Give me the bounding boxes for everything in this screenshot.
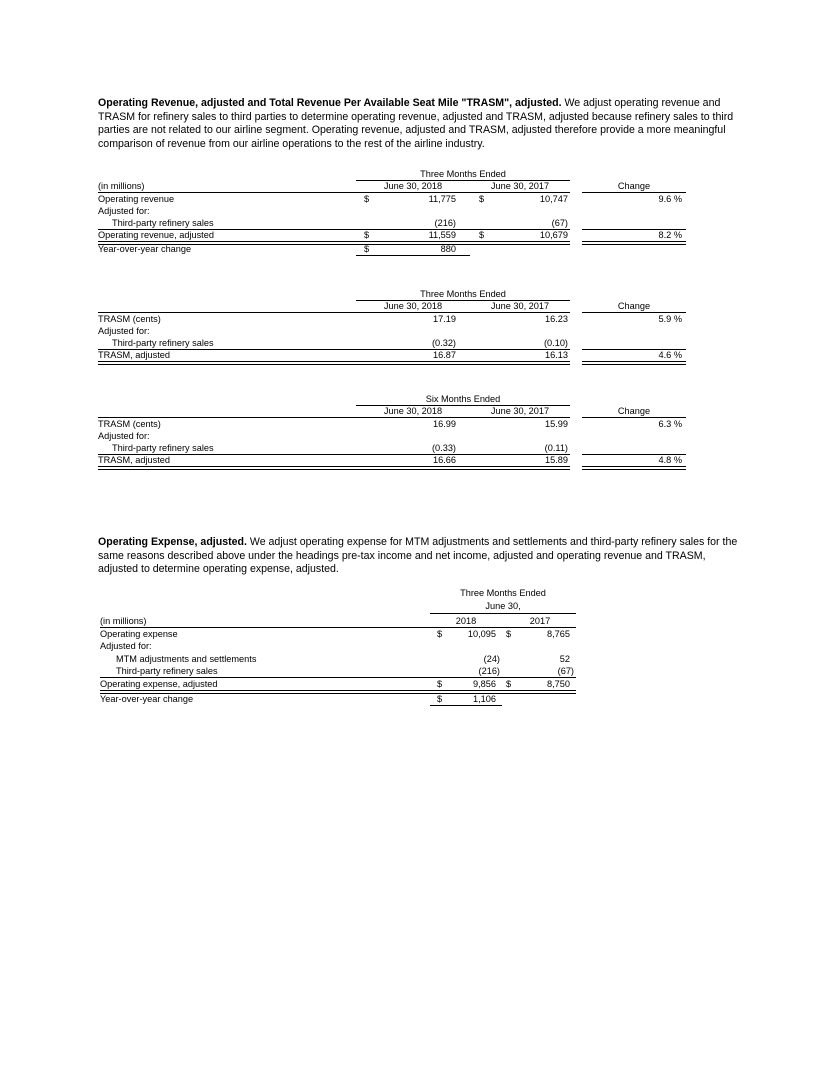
revenue-heading: Operating Revenue, adjusted and Total Revenue Per Available Seat Mile "TRASM", adjusted. <box>98 97 562 109</box>
period-header: Three Months Ended <box>420 169 506 179</box>
table-row: Year-over-year change $ 880 <box>98 244 456 254</box>
table-row: TRASM, adjusted 16.66 15.89 4.8 % <box>98 455 682 465</box>
table-row: TRASM, adjusted 16.87 16.13 4.6 % <box>98 350 682 360</box>
table-row: Adjusted for: <box>98 206 150 216</box>
table-row: TRASM (cents) 17.19 16.23 5.9 % <box>98 314 682 324</box>
col-header-2018: June 30, 2018 <box>383 406 443 416</box>
col-header-2017: June 30, 2017 <box>490 301 550 311</box>
col-header-2017: June 30, 2017 <box>490 406 550 416</box>
period-header: Three Months Ended <box>420 289 506 299</box>
table-row: Third-party refinery sales (216) (67) <box>116 666 574 676</box>
table-row: Operating revenue $ 11,775 $ 10,747 9.6 % <box>98 194 682 204</box>
revenue-paragraph <box>98 97 738 151</box>
period-header-line2: June 30, <box>485 601 521 611</box>
col-header-change: Change <box>617 301 651 311</box>
expense-body: We adjust operating expense for MTM adjustments and settlements and third-party refinery sales for the same reasons described above under the headings pre-tax income and net income, adjusted and operating revenue and TRASM, adjusted to determine operating expense, adjusted. <box>98 536 738 575</box>
operating-revenue-table <box>98 168 688 258</box>
trasm-three-months-table <box>98 288 688 364</box>
table-row: Adjusted for: <box>98 326 150 336</box>
col-header-change: Change <box>617 406 651 416</box>
expense-heading: Operating Expense, adjusted. <box>98 536 247 548</box>
col-header-2017: June 30, 2017 <box>490 181 550 191</box>
unit-label: (in millions) <box>98 181 145 191</box>
col-header-2018: June 30, 2018 <box>383 301 443 311</box>
trasm-six-months-table <box>98 393 688 469</box>
period-header-line1: Three Months Ended <box>460 588 546 598</box>
table-row: Adjusted for: <box>100 641 152 651</box>
col-header-2017: 2017 <box>529 616 551 626</box>
operating-expense-table <box>100 587 580 709</box>
table-row: Third-party refinery sales (216) (67) <box>112 218 568 228</box>
table-row: Operating expense $ 10,095 $ 8,765 <box>100 629 570 639</box>
table-row: Operating revenue, adjusted $ 11,559 $ 10,679 8.2 % <box>98 230 682 240</box>
table-row: Third-party refinery sales (0.33) (0.11) <box>112 443 568 453</box>
table-row: MTM adjustments and settlements (24) 52 <box>116 654 570 664</box>
unit-label: (in millions) <box>100 616 147 626</box>
table-row: TRASM (cents) 16.99 15.99 6.3 % <box>98 419 682 429</box>
table-row: Adjusted for: <box>98 431 150 441</box>
table-row: Operating expense, adjusted $ 9,856 $ 8,750 <box>100 679 570 689</box>
expense-paragraph <box>98 536 738 577</box>
period-header: Six Months Ended <box>425 394 501 404</box>
col-header-2018: 2018 <box>455 616 477 626</box>
table-row: Third-party refinery sales (0.32) (0.10) <box>112 338 568 348</box>
revenue-body: We adjust operating revenue and TRASM for refinery sales to third parties to determine operating revenue, adjusted and TRASM, adjusted because refinery sales to third parties are not related to our airline segment. Operating revenue, adjusted and TRASM, adjusted therefore provide a more meaningful comparison of revenue from our airline operations to the rest of the airline industry. <box>98 97 734 150</box>
col-header-change: Change <box>617 181 651 191</box>
col-header-2018: June 30, 2018 <box>383 181 443 191</box>
table-row: Year-over-year change $ 1,106 <box>100 694 496 704</box>
